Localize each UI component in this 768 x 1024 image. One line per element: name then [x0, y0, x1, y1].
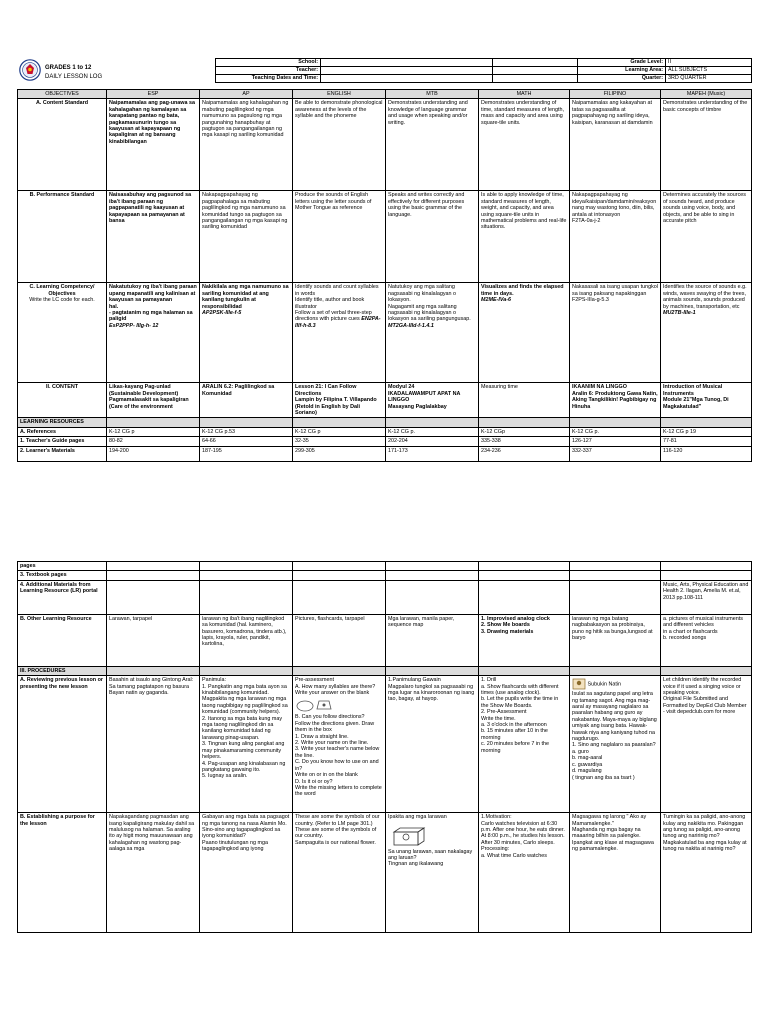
row-iii-procedures	[18, 666, 752, 675]
row-label	[18, 427, 107, 436]
cell-ap: 187-195	[200, 446, 293, 461]
row-label	[18, 614, 107, 666]
cell-english: 299-305	[293, 446, 386, 461]
row-pages	[18, 562, 752, 571]
cell-english: Pictures, flashcards, tarpapel	[293, 614, 386, 666]
row-label-text: A. Content Standard	[35, 100, 89, 107]
cell-math	[479, 580, 570, 614]
cell-mtb: Mga larawan, manila paper, sequence map	[386, 614, 479, 666]
cell-mapeh-music: K-12 CG p 19	[661, 427, 752, 436]
school-info-table	[215, 58, 493, 83]
cell-english: These are some the symbols of our country. (Refer to LM page 301.) These are some of the symbols of our country. Sampaguita is our national flower.	[293, 813, 386, 933]
school-label: School:	[216, 59, 321, 67]
grade-level-value: II	[666, 59, 752, 67]
cell-ap: Panimula: 1. Pangkatin ang mga bata ayon sa kinabibilangang komunidad. Magpakita ng mga larawan ng mga taong nagbibigay ng paglilingkod sa komunidad (community helpers). 2. Itanong sa mga bata kung may mga taong naglilingkod din sa kanilang komunidad tulad ng larawang pinag-usapan. 3. Tingnan kung aling pangkat ang may pinakamaraming community helpers. 4. Pag-usapan ang kinalabasan ng pangkatang gawaing ito. 5. Iugnay sa aralin.	[200, 676, 293, 813]
cell-esp: Naipamamalas ang pag-unawa sa kahalagahan ng kamalayan sa karapatang pantao ng bata, pagkamasunurin tungo sa kaayusan at kapayapaan ng kapaligiran at ng bansang kinabibilangan	[107, 99, 200, 191]
subject-header-mtb: MTB	[386, 90, 479, 99]
row-label	[18, 676, 107, 813]
cell-mapeh-music: Music, Arts, Physical Education and Health 2. Ilagan, Amelia M. et.al, 2013 pp.108-111	[661, 580, 752, 614]
cell-filipino	[570, 676, 661, 813]
subject-header-english: ENGLISH	[293, 90, 386, 99]
row-label	[18, 446, 107, 461]
row-label-text: 1. Teacher's Guide pages	[20, 438, 85, 445]
cell-filipino: 332-337	[570, 446, 661, 461]
cell-math: 1.Motivation: Carlo watches television at 6:30 p.m. After one hour, he eats dinner. At 8:00 p.m., he studies his lesson. After 30 minutes, Carlo sleeps. Processing: a. What time Carlo watches	[479, 813, 570, 933]
cell-text-part-1: Pre-assessment A. How many syllables are there? Write your answer on the blank	[295, 677, 376, 697]
cell-esp: Likas-kayang Pag-unlad (Sustainable Development) Pagmamalasakit sa kapaligiran (Care of the environment	[107, 383, 200, 418]
cell-english	[293, 283, 386, 383]
cell-mtb: Modyul 24 IKADALAWAMPUT APAT NA LINGGO Masayang Paglalakbay	[386, 383, 479, 418]
row-4-additional-materials-from-learning-res	[18, 580, 752, 614]
row-label	[18, 666, 107, 675]
subukin-natin-icon	[572, 678, 586, 690]
cell-mapeh-music: a. pictures of musical instruments and different vehicles in a chart or flashcards b. recorded songs	[661, 614, 752, 666]
cell-mtb: 171-173	[386, 446, 479, 461]
row-label	[18, 580, 107, 614]
cell-math	[479, 562, 570, 571]
row-label	[18, 571, 107, 580]
cell-mapeh-music	[661, 571, 752, 580]
cell-ap: Nakapagpapahayag ng pagpapahalaga sa mabuting paglilingkod ng mga namumuno sa komunidad tungo sa pagtugon sa pangangailangan ng mga kasapi ng sariling komunidad	[200, 191, 293, 283]
competency-code: MT2GA-IIId-f-1.4.1	[388, 322, 434, 329]
competency-code: EN2PA-IIIf-h-8.3	[295, 316, 381, 329]
competency-code: M2ME-IVa-6	[481, 297, 512, 304]
syllable-pictures-icon	[295, 697, 335, 713]
toy-box-picture-icon	[388, 822, 432, 848]
cell-mapeh-music: Let children identify the recorded voice if it used a singing voice or speaking voice. Original File Submitted and Formatted by DepEd Club Member - visit depedclub.com for more	[661, 676, 752, 813]
subject-header-math: MATH	[479, 90, 570, 99]
column-header-row	[18, 90, 752, 99]
cell-text-part-2: B. Can you follow directions? Follow the directions given. Draw them in the box 1. Draw a straight line. 2. Write your name on the line. 3. Write your teacher's name below the line. C. Do you know how to use on and in? Write on or in on the blank D. Is it oi or oy? Write the missing letters to complete the word	[295, 714, 382, 798]
cell-esp: Larawan, tarpapel	[107, 614, 200, 666]
cell-english: Lesson 21: I Can Follow Directions Lampin by Filipina T. Villapando (Retold in English by Dali Soriano)	[293, 383, 386, 418]
lesson-log-table-2	[17, 561, 752, 933]
competency-text: Identifies the source of sounds e.g. winds, waves swaying of the trees, animals sounds, sounds produced by machines, transportation, etc	[663, 284, 747, 310]
lesson-log-table-1	[17, 89, 752, 462]
row-label	[18, 813, 107, 933]
cell-filipino	[570, 580, 661, 614]
cell-english: 32-35	[293, 437, 386, 446]
learning-area-value: ALL SUBJECTS	[666, 67, 752, 75]
row-label	[18, 437, 107, 446]
cell-mapeh-music	[661, 418, 752, 427]
cell-english	[293, 580, 386, 614]
cell-math: 1. Improvised analog clock 2. Show Me boards 3. Drawing materials	[479, 614, 570, 666]
row-b-performance-standard	[18, 191, 752, 283]
competency-text: Identify sounds and count syllables in words Identify title, author and book illustrator Follow a set of verbal three-step directions with picture cues	[295, 284, 379, 323]
cell-mapeh-music: Determines accurately the sources of sounds heard, and produce sounds using voice, body, and objects, and be able to sing in accurate pitch	[661, 191, 752, 283]
competency-text: Visualizes and finds the elapsed time in days.	[481, 284, 564, 297]
cell-esp: 194-200	[107, 446, 200, 461]
cell-mapeh-music	[661, 666, 752, 675]
cell-math: Measuring time	[479, 383, 570, 418]
cell-mapeh-music: Demonstrates understanding of the basic concepts of timbre	[661, 99, 752, 191]
row-3-textbook-pages	[18, 571, 752, 580]
cell-mapeh-music: 116-120	[661, 446, 752, 461]
cell-mtb	[386, 571, 479, 580]
cell-text-part-1: Ipakita ang mga larawan	[388, 814, 447, 821]
cell-math	[479, 418, 570, 427]
competency-text: Nakatutukoy ng iba't ibang paraan upang mapanatili ang kalinisan at kaayusan sa pamayanan hal. - pagtatanim ng mga halaman sa paligid	[109, 284, 197, 323]
cell-math	[479, 571, 570, 580]
quarter-label: Quarter:	[578, 75, 666, 83]
row-sublabel: Write the LC code for each.	[29, 297, 95, 304]
row-label	[18, 99, 107, 191]
cell-english: Be able to demonstrate phonological awareness at the levels of the syllable and the phoneme	[293, 99, 386, 191]
cell-esp	[107, 580, 200, 614]
deped-seal-icon	[19, 59, 41, 81]
cell-text-part-2: Subukin Natin Isulat sa sagutang papel ang letra ng tamang sagot. Ang mga mag-aaral ay masayang naglalaro sa paaralan habang ang guro ay nakabantay. Maya-maya ay biglang umiyak ang isang bata. Hawak-hawak niya ang kaniyang tuhod na nagdurugo. 1. Sino ang naglalaro sa paaralan? a. guro b. mag-aaral c. guwardiya d. magulang ( tingnan ang iba sa tsart )	[572, 681, 657, 781]
row-label-text: 2. Learner's Materials	[20, 447, 75, 454]
row-1-teacher-s-guide-pages	[18, 437, 752, 446]
dates-label: Teaching Dates and Time:	[216, 75, 321, 83]
cell-english: K-12 CG p	[293, 427, 386, 436]
competency-code: AP2PSK-IIIe-f-5	[202, 310, 242, 317]
cell-filipino: Nakasasali sa isang usapan tungkol sa isang paksang napakinggan F2PS-IIIa-g-5.3	[570, 283, 661, 383]
dates-value	[321, 75, 493, 83]
cell-filipino: larawan ng mga batang nagbabakasyon sa probinsiya, puno ng hitik sa bunga,lungsod at baryo	[570, 614, 661, 666]
row-learning-resources	[18, 418, 752, 427]
cell-esp	[107, 562, 200, 571]
cell-mtb	[386, 580, 479, 614]
cell-esp: K-12 CG p	[107, 427, 200, 436]
row-label-text: III. PROCEDURES	[20, 667, 66, 674]
row-b-other-learning-resource	[18, 614, 752, 666]
cell-math: 335-338	[479, 437, 570, 446]
cell-mapeh-music	[661, 562, 752, 571]
cell-mtb	[386, 283, 479, 383]
cell-ap: ARALIN 6.2: Paglilingkod sa Komunidad	[200, 383, 293, 418]
log-header	[17, 57, 751, 89]
cell-filipino: Nakapagpapahayag ng ideya/kaisipan/damdamin/reaksyon nang may wastong tono, diin, bilis, antala at intonasyon F2TA-0a-j-2	[570, 191, 661, 283]
cell-mtb	[386, 813, 479, 933]
cell-english	[293, 418, 386, 427]
row-a-content-standard	[18, 99, 752, 191]
row-label-text: C. Learning Competency/ Objectives	[29, 284, 95, 297]
row-label-text: B. Other Learning Resource	[20, 615, 92, 622]
cell-ap: 64-66	[200, 437, 293, 446]
row-label-text: 3. Textbook pages	[20, 572, 67, 579]
cell-ap	[200, 580, 293, 614]
school-value	[321, 59, 493, 67]
row-label-text: II. CONTENT	[45, 384, 79, 391]
subject-header-filipino: FILIPINO	[570, 90, 661, 99]
cell-ap: K-12 CG p.53	[200, 427, 293, 436]
cell-esp: 80-82	[107, 437, 200, 446]
cell-english	[293, 676, 386, 813]
cell-math: 1. Drill a. Show flashcards with different times (use analog clock). b. Let the pupils write the time in the Show Me Boards. 2. Pre-Assessment Write the time. a. 3 o'clock in the afternoon b. 15 minutes after 10 in the morning c. 20 minutes before 7 in the morning	[479, 676, 570, 813]
cell-filipino: Magsagawa ng larong " Ako ay Mamamalengke." Maghanda ng mga bagay na maaaring bilhin sa palengke. Ipangkat ang klase at magsagawa ng pamamalengke.	[570, 813, 661, 933]
cell-ap	[200, 418, 293, 427]
cell-esp	[107, 283, 200, 383]
cell-mtb: Demonstrates understanding and knowledge of language grammar and usage when speaking and/or writing.	[386, 99, 479, 191]
row-label	[18, 383, 107, 418]
grades-title: GRADES 1 to 12	[45, 65, 92, 71]
lesson-log-page-2	[17, 561, 751, 933]
cell-english	[293, 562, 386, 571]
row-2-learner-s-materials	[18, 446, 752, 461]
row-label	[18, 418, 107, 427]
cell-esp	[107, 666, 200, 675]
row-label	[18, 191, 107, 283]
cell-filipino	[570, 571, 661, 580]
row-label-text: LEARNING RESOURCES	[20, 419, 84, 426]
row-label-text: 4. Additional Materials from Learning Resource (LR) portal	[20, 581, 98, 595]
cell-math	[479, 666, 570, 675]
competency-code: EsP2PPP- IIIg-h- 12	[109, 322, 159, 329]
cell-ap: Gabayan ang mga bata sa pagsagot ng mga tanong na nasa Alamin Mo. Sino-sino ang tagapaglingkod sa iyong komunidad? Paano tinutulungan ng mga tagapaglingkod ang iyong	[200, 813, 293, 933]
row-label-text: pages	[20, 563, 36, 569]
row-label-text: A. References	[20, 428, 56, 435]
cell-filipino	[570, 666, 661, 675]
cell-esp: Naisasabuhay ang pagsunod sa iba't ibang paraan ng pagpapanatili ng kaayusan at kapayapaan sa pamayanan at bansa	[107, 191, 200, 283]
cell-mtb: K-12 CG p.	[386, 427, 479, 436]
cell-ap	[200, 666, 293, 675]
cell-english	[293, 571, 386, 580]
cell-ap	[200, 283, 293, 383]
subject-header-esp: ESP	[107, 90, 200, 99]
cell-math: Demonstrates understanding of time, standard measures of length, mass and capacity and area using square-tile units.	[479, 99, 570, 191]
cell-mtb	[386, 418, 479, 427]
cell-english	[293, 666, 386, 675]
grade-info-table	[492, 58, 752, 83]
row-label	[18, 283, 107, 383]
quarter-value: 3RD QUARTER	[666, 75, 752, 83]
lesson-log-page-1	[17, 57, 751, 462]
row-label	[18, 562, 107, 571]
teacher-value	[321, 67, 493, 75]
competency-code: MU2TB-IIIe-1	[663, 310, 696, 317]
cell-ap	[200, 562, 293, 571]
cell-filipino: K-12 CG p.	[570, 427, 661, 436]
row-c-learning-competency-objectives	[18, 283, 752, 383]
row-label-text: B. Performance Standard	[29, 192, 95, 199]
objectives-header: OBJECTIVES	[18, 90, 107, 99]
cell-text-part-2: Sa unang larawan, saan nakalagay ang laruan? Tingnan ang ikalawang	[388, 848, 473, 868]
cell-ap: Naipamamalas ang kahalagahan ng mabuting paglilingkod ng mga namumuno sa pagsulong ng mga pangunahing hanapbuhay at pagtugon sa pangangailangan ng mga kasapi ng sariling komunidad	[200, 99, 293, 191]
subject-header-mapeh-music: MAPEH (Music)	[661, 90, 752, 99]
cell-mapeh-music: 77-81	[661, 437, 752, 446]
cell-mtb: 202-204	[386, 437, 479, 446]
row-a-references	[18, 427, 752, 436]
cell-math: K-12 CGp	[479, 427, 570, 436]
cell-filipino: Naipamamalas ang kakayahan at tatas sa pagsasalita at pagpapahayag ng sariling ideya, kaisipan, karanasan at damdamin	[570, 99, 661, 191]
cell-mtb	[386, 562, 479, 571]
cell-ap	[200, 571, 293, 580]
row-a-reviewing-previous-lesson-or-presentin	[18, 676, 752, 813]
cell-math	[479, 283, 570, 383]
cell-filipino: IKAANIM NA LINGGO Aralin 6: Produktong Gawa Natin, Aking Tangkilikin! Pagbibigay ng Hinuha	[570, 383, 661, 418]
cell-math: Is able to apply knowledge of time, standard measures of length, weight, and capacity, and area using square-tile units in mathematical problems and real-life situations.	[479, 191, 570, 283]
row-ii-content	[18, 383, 752, 418]
cell-mtb: 1.Panimulang Gawain Magpalaro tungkol sa pagsasabi ng mga lugar na kinaroroonan ng isang tao, bagay, at hayop.	[386, 676, 479, 813]
cell-esp: Napakagandang pagmasdan ang isang kapaligirang makulay dahil sa malulusog na halaman. Sa araling ito ay higit mong mauunawaan ang kahalagahan ng wastong pag-aalaga sa mga	[107, 813, 200, 933]
log-title: DAILY LESSON LOG	[45, 74, 103, 80]
cell-esp: Basahin at isaulo ang Gintong Aral: Sa tamang pagtatapon ng basura Bayan natin ay gaganda.	[107, 676, 200, 813]
cell-mapeh-music	[661, 283, 752, 383]
cell-mtb	[386, 666, 479, 675]
cell-ap: larawan ng iba't ibang naglilingkod sa komunidad (hal. kaminero, basurero, komadrona, tindera atb.), lapis, krayola, ruler, pandikit, kartolina,	[200, 614, 293, 666]
competency-text: Natutukoy ang mga salitang nagsasabi ng kinalalagyan o lokasyon. Nagagamit ang mga salitang nagsasabi ng kinalalagyan o lokasyon sa sariling pangungusap.	[388, 284, 471, 323]
competency-text: Nakikilala ang mga namumuno sa sariling komunidad at ang kanilang tungkulin at responsibilidad	[202, 284, 289, 310]
cell-english: Produce the sounds of English letters using the letter sounds of Mother Tongue as reference	[293, 191, 386, 283]
subject-header-ap: AP	[200, 90, 293, 99]
cell-filipino	[570, 562, 661, 571]
row-b-establishing-a-purpose-for-the-lesson	[18, 813, 752, 933]
cell-mapeh-music: Introduction of Musical Instruments Module 21"Mga Tunog, Di Magkakatulad"	[661, 383, 752, 418]
grade-level-label: Grade Level:	[578, 59, 666, 67]
cell-esp	[107, 571, 200, 580]
row-label-text: B. Establishing a purpose for the lesson	[20, 814, 95, 827]
cell-mapeh-music: Tumingin ka sa paligid, ano-anong kulay ang nakikita mo. Pakinggan ang tunog sa paligid, ano-anong tunog ang naririnig mo? Magkakatulad ba ang mga kulay at tunog na nakita at narinig mo?	[661, 813, 752, 933]
cell-filipino: 126-127	[570, 437, 661, 446]
row-label-text: A. Reviewing previous lesson or presenting the new lesson	[20, 677, 103, 690]
cell-mtb: Speaks and writes correctly and effectively for different purposes using the basic grammar of the language.	[386, 191, 479, 283]
cell-esp	[107, 418, 200, 427]
learning-area-label: Learning Area:	[578, 67, 666, 75]
cell-math: 234-236	[479, 446, 570, 461]
teacher-label: Teacher:	[216, 67, 321, 75]
cell-filipino	[570, 418, 661, 427]
